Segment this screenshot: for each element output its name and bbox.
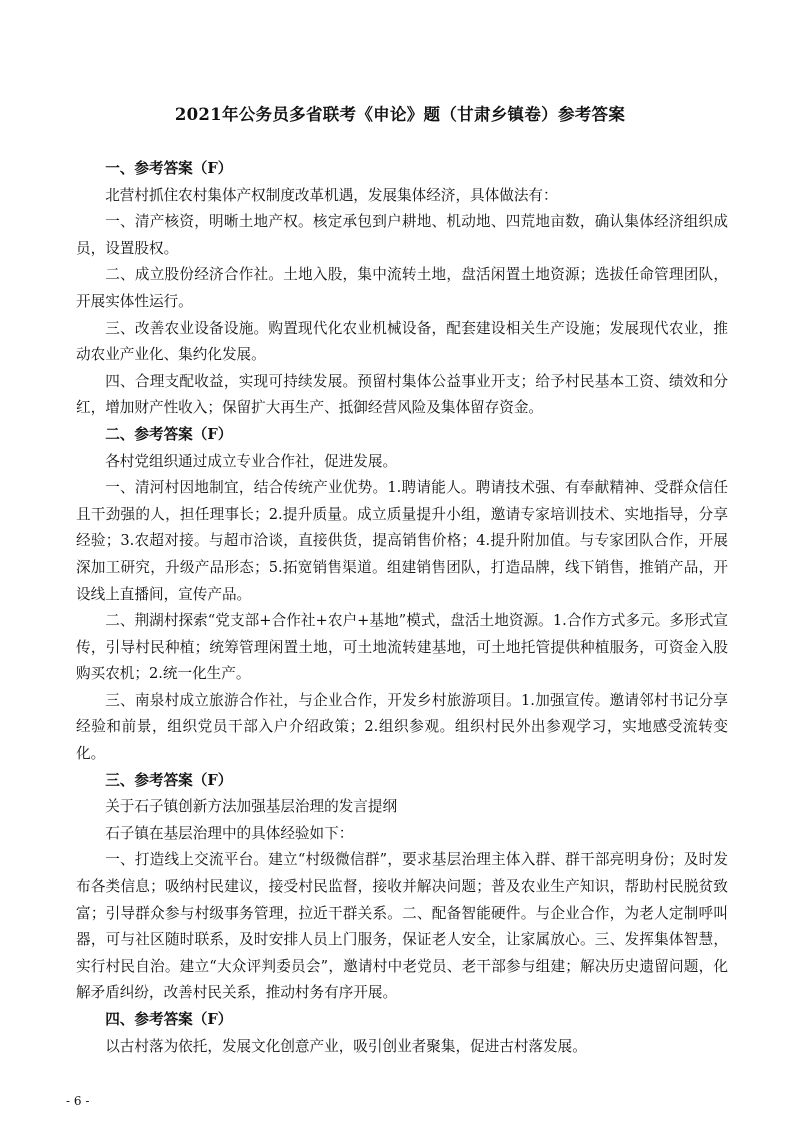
paragraph: 石子镇在基层治理中的具体经验如下： — [105, 824, 354, 842]
paragraph: 三、南泉村成立旅游合作社，与企业合作，开发乡村旅游项目。1.加强宣传。邀请邻村书记分享经验和前景，组织党员干部入户介绍政策；2.组织参观。组织村民外出参观学习，实地感受流转变化。 — [76, 691, 728, 763]
section-heading-2: 二、参考答案（F） — [105, 425, 233, 443]
paragraph: 关于石子镇创新方法加强基层治理的发言提纲 — [105, 798, 398, 816]
paragraph: 以古村落为依托，发展文化创意产业，吸引创业者聚集，促进古村落发展。 — [105, 1037, 587, 1055]
paragraph: 各村党组织通过成立专业合作社，促进发展。 — [105, 452, 398, 470]
page-number: - 6 - — [66, 1094, 90, 1108]
section-heading-3: 三、参考答案（F） — [105, 771, 233, 789]
section-heading-4: 四、参考答案（F） — [105, 1011, 233, 1028]
document-body — [76, 156, 728, 1060]
paragraph: 一、打造线上交流平台。建立“村级微信群”，要求基层治理主体入群、群干部亮明身份；及时发布各类信息；吸纳村民建议，接受村民监督，接收并解决问题；普及农业生产知识，帮助村民脱贫致富；引导群众参与村级事务管理，拉近干群关系。二、配备智能硬件。与企业合作，为老人定制呼叫器，可与社区随时联系，及时安排人员上门服务，保证老人安全，让家属放心。三、发挥集体智慧，实行村民自治。建立“大众评判委员会”，邀请村中老党员、老干部参与组建；解决历史遗留问题，化解矛盾纠纷，改善村民关系，推动村务有序开展。 — [76, 851, 728, 1002]
paragraph: 二、荆湖村探索“党支部+合作社+农户+基地”模式，盘活土地资源。1.合作方式多元。多形式宣传，引导村民种植；统筹管理闲置土地，可土地流转建基地，可土地托管提供种植服务，可资金入股购买农机；2.统一化生产。 — [76, 612, 728, 683]
document-title: 2021年公务员多省联考《申论》题（甘肃乡镇卷）参考答案 — [174, 105, 626, 124]
paragraph: 一、清产核资，明晰土地产权。核定承包到户耕地、机动地、四荒地亩数，确认集体经济组织成员，设置股权。 — [76, 213, 728, 257]
paragraph: 北营村抓住农村集体产权制度改革机遇，发展集体经济，具体做法有： — [105, 186, 558, 204]
paragraph: 二、成立股份经济合作社。土地入股，集中流转土地，盘活闲置土地资源；选拔任命管理团队，开展实体性运行。 — [76, 266, 728, 310]
paragraph: 一、清河村因地制宜，结合传统产业优势。1.聘请能人。聘请技术强、有奉献精神、受群众信任且干劲强的人，担任理事长；2.提升质量。成立质量提升小组，邀请专家培训技术、实地指导，分享经验；3.农超对接。与超市洽谈，直接供货，提高销售价格；4.提升附加值。与专家团队合作，开展深加工研究，升级产品形态；5.拓宽销售渠道。组建销售团队，打造品牌，线下销售，推销产品，开设线上直播间，宣传产品。 — [76, 479, 728, 603]
paragraph: 四、合理支配收益，实现可持续发展。预留村集体公益事业开支；给予村民基本工资、绩效和分红，增加财产性收入；保留扩大再生产、抵御经营风险及集体留存资金。 — [76, 372, 728, 417]
section-heading-1: 一、参考答案（F） — [105, 160, 233, 177]
paragraph: 三、改善农业设备设施。购置现代化农业机械设备，配套建设相关生产设施；发展现代农业，推动农业产业化、集约化发展。 — [76, 319, 728, 364]
